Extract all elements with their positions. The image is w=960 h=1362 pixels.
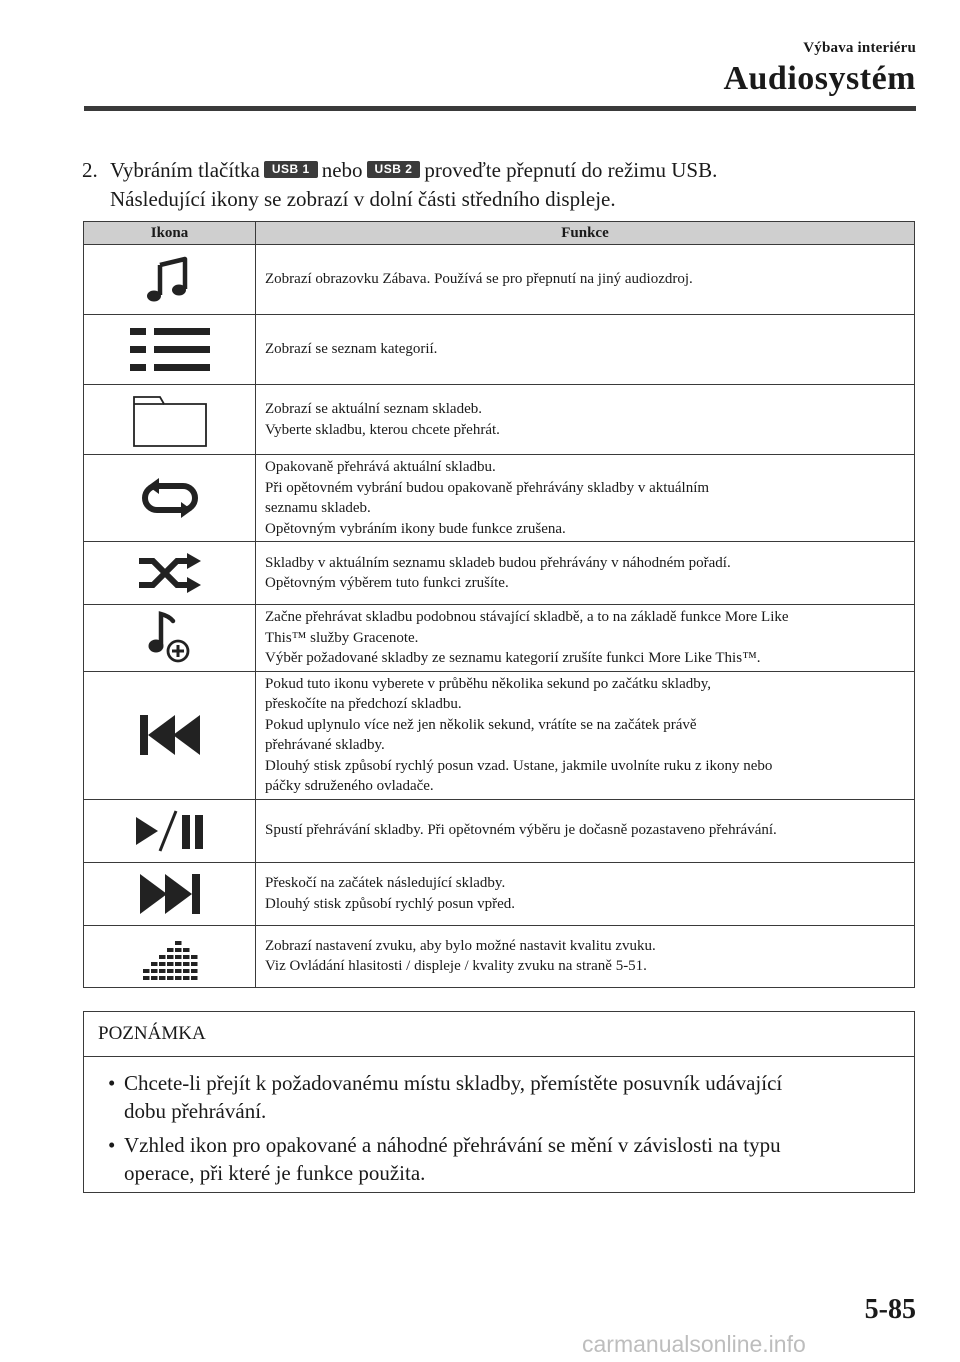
icon-cell xyxy=(84,455,256,542)
usb1-button-label: USB 1 xyxy=(264,161,318,178)
icon-cell xyxy=(84,542,256,605)
table-header-row xyxy=(84,222,915,245)
step-text-after: proveďte přepnutí do režimu USB. xyxy=(424,158,718,182)
shuffle-icon xyxy=(84,553,255,593)
function-cell xyxy=(256,455,915,542)
icon-cell xyxy=(84,385,256,455)
table-row xyxy=(84,385,915,455)
step-number: 2. xyxy=(82,158,98,182)
step-text-before: Vybráním tlačítka xyxy=(110,158,260,182)
icon-cell xyxy=(84,671,256,799)
icon-function-table xyxy=(83,221,915,988)
step-text-between: nebo xyxy=(321,158,363,182)
function-cell xyxy=(256,385,915,455)
next-track-icon xyxy=(84,872,255,916)
function-text: Zobrazí se aktuální seznam skladeb. xyxy=(265,401,483,417)
repeat-icon xyxy=(84,478,255,518)
step-text xyxy=(110,156,902,214)
icon-cell xyxy=(84,315,256,385)
function-text: Dlouhý stisk způsobí rychlý posun vzad. Ustane, jakmile uvolníte ruku z ikony nebo xyxy=(265,757,773,774)
table-row xyxy=(84,671,915,799)
function-text: Začne přehrávat skladbu podobnou stávající skladbě, a to na základě funkce More Like xyxy=(265,609,789,625)
function-text: Pokud tuto ikonu vyberete v průběhu několika sekund po začátku skladby, xyxy=(265,675,712,692)
note-item xyxy=(108,1131,874,1187)
page-number: 5-85 xyxy=(864,1294,916,1325)
column-header-icon: Ikona xyxy=(84,222,256,245)
folder-icon xyxy=(84,393,255,447)
function-text: This™ služby Gracenote. xyxy=(265,629,419,646)
function-text: Skladby v aktuálním seznamu skladeb budou přehrávány v náhodném pořadí. xyxy=(265,554,731,571)
function-text: Dlouhý stisk způsobí rychlý posun vpřed. xyxy=(265,895,515,912)
function-text: páčky sdruženého ovladače. xyxy=(265,778,434,794)
icon-cell xyxy=(84,245,256,315)
note-text: Vzhled ikon pro opakované a náhodné přehrávání se mění v závislosti na typu xyxy=(124,1133,781,1157)
note-text: Chcete-li přejít k požadovanému místu skladby, přemístěte posuvník udávající xyxy=(124,1071,783,1095)
function-text: Výběr požadované skladby ze seznamu kategorií zrušíte funkci More Like This™. xyxy=(265,650,761,666)
note-box xyxy=(83,1011,915,1193)
function-cell xyxy=(256,542,915,605)
previous-track-icon xyxy=(84,713,255,757)
function-text: Opětovným vybráním ikony bude funkce zrušena. xyxy=(265,520,566,537)
section-title: Výbava interiéru xyxy=(803,40,916,56)
function-text: Přeskočí na začátek následující skladby. xyxy=(265,875,506,891)
music-note-icon xyxy=(84,253,255,307)
function-text: Vyberte skladbu, kterou chcete přehrát. xyxy=(265,421,500,438)
function-text: Zobrazí nastavení zvuku, aby bylo možné nastavit kvalitu zvuku. xyxy=(265,937,656,954)
step-text-line2: Následující ikony se zobrazí v dolní části středního displeje. xyxy=(110,187,616,211)
table-row xyxy=(84,315,915,385)
note-text: operace, při které je funkce použita. xyxy=(124,1161,426,1185)
function-text: přeskočíte na předchozí skladbu. xyxy=(265,696,462,712)
more-like-this-icon xyxy=(84,611,255,665)
column-header-function: Funkce xyxy=(256,222,915,245)
icon-cell xyxy=(84,925,256,987)
function-text: Spustí přehrávání skladby. Při opětovném výběru je dočasně pozastaveno přehrávání. xyxy=(265,822,777,839)
function-cell xyxy=(256,245,915,315)
header-divider xyxy=(84,106,916,111)
step-2 xyxy=(82,156,902,214)
function-cell xyxy=(256,925,915,987)
table-row xyxy=(84,799,915,862)
function-text: Při opětovném vybrání budou opakovaně přehrávány skladby v aktuálním xyxy=(265,479,710,496)
function-text: Zobrazí obrazovku Zábava. Používá se pro přepnutí na jiný audiozdroj. xyxy=(265,271,693,288)
function-cell xyxy=(256,862,915,925)
table-row xyxy=(84,925,915,987)
bullet: • xyxy=(108,1071,116,1095)
function-cell xyxy=(256,605,915,672)
table-row xyxy=(84,542,915,605)
play-pause-icon xyxy=(84,807,255,855)
page-title: Audiosystém xyxy=(723,60,916,97)
icon-cell xyxy=(84,862,256,925)
table-row xyxy=(84,455,915,542)
function-text: Opětovným výběrem tuto funkci zrušíte. xyxy=(265,575,509,591)
function-text: Opakovaně přehrává aktuální skladbu. xyxy=(265,459,496,475)
bullet: • xyxy=(108,1133,116,1157)
table-row xyxy=(84,245,915,315)
note-title: POZNÁMKA xyxy=(84,1012,914,1057)
function-text: Pokud uplynulo více než jen několik sekund, vrátíte se na začátek právě xyxy=(265,716,697,733)
list-icon xyxy=(84,322,255,378)
icon-cell xyxy=(84,605,256,672)
icon-cell xyxy=(84,799,256,862)
note-item xyxy=(108,1069,874,1125)
table-row xyxy=(84,862,915,925)
watermark: carmanualsonline.info xyxy=(582,1331,806,1357)
note-text: dobu přehrávání. xyxy=(124,1099,267,1123)
table-row xyxy=(84,605,915,672)
function-text: seznamu skladeb. xyxy=(265,500,371,516)
function-cell xyxy=(256,671,915,799)
function-cell xyxy=(256,799,915,862)
function-cell xyxy=(256,315,915,385)
note-list xyxy=(84,1057,914,1187)
usb2-button-label: USB 2 xyxy=(367,161,421,178)
function-text: přehrávané skladby. xyxy=(265,737,385,753)
function-text: Zobrazí se seznam kategorií. xyxy=(265,341,438,358)
function-text: Viz Ovládání hlasitosti / displeje / kvality zvuku na straně 5-51. xyxy=(265,958,647,974)
equalizer-icon xyxy=(84,930,255,982)
